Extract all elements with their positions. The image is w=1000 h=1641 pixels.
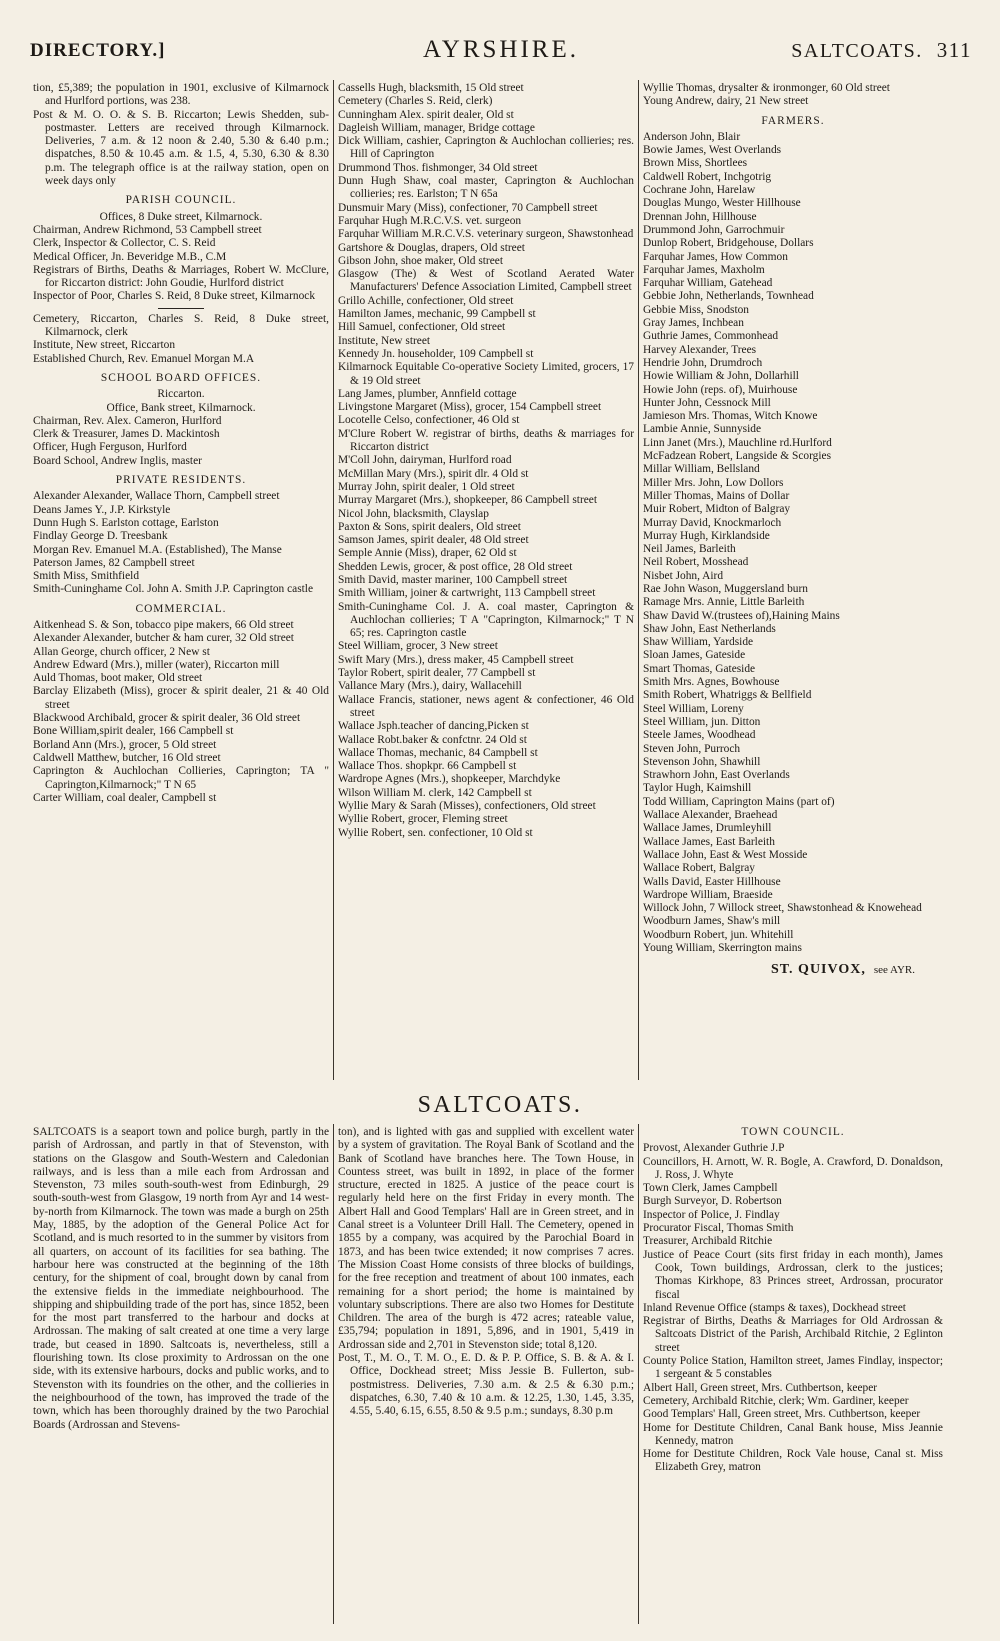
directory-entry: McFadzean Robert, Langside & Scorgies: [643, 450, 832, 463]
directory-entry: Established Church, Rev. Emanuel Morgan M.A: [33, 352, 255, 365]
directory-entry: Inspector of Police, J. Findlay: [643, 1208, 780, 1221]
directory-entry: Chairman, Andrew Richmond, 53 Campbell street: [33, 223, 262, 236]
directory-entry: Wardrope William, Braeside: [643, 888, 773, 901]
directory-entry: Town Clerk, James Campbell: [643, 1182, 778, 1195]
school-board-sub1: Riccarton.: [157, 388, 205, 401]
directory-entry: Taylor Hugh, Kaimshill: [643, 782, 752, 795]
directory-entry: Shaw David W.(trustees of),Haining Mains: [643, 609, 840, 622]
school-board-heading: SCHOOL BOARD OFFICES.: [100, 371, 262, 384]
directory-entry: Caldwell Matthew, butcher, 16 Old street: [33, 751, 221, 764]
saltcoats-description-cont: ton), and is lighted with gas and supplied with excellent water by a system of gravitation. The Royal Bank of Scotland and the Bank of Scotland have branches here. The Town House, in Countess street, was built in 1892, in place of the former structure, erected in 1825. A justice of the peace court is regularly held here on the first Friday in every month. The Albert Hall and Good Templars' Hall are in Green street, and in Canal street is a Volunteer Drill Hall. The Cemetery, opened in 1855 by a company, was acquired by the Parochial Board in 1873, and has been twice extended; it now comprises 7 acres. The Mission Coast Home consists of three blocks of buildings, for the free reception and treatment of about 100 inmates, each remaining for a short period; the home is maintained by voluntary subscriptions. There are also two Homes for Destitute Children. The area of the burgh is 472 acres; rateable value, £35,794; population in 1891, 5,896, and in 1901, 5,419 in Ardrossan side and 2,701 in Stevenston side; total 8,120.: [338, 1126, 634, 1351]
directory-entry: Strawhorn John, East Overlands: [643, 769, 790, 782]
directory-entry: Cemetery, Riccarton, Charles S. Reid, 8 Duke street, Kilmarnock, clerk: [33, 312, 329, 339]
town-council-list: [643, 1142, 943, 1474]
directory-entry: Livingstone Margaret (Miss), grocer, 154 Campbell street: [338, 401, 602, 414]
directory-entry: Officer, Hugh Ferguson, Hurlford: [33, 441, 187, 454]
directory-entry: Drummond John, Garrochmuir: [643, 223, 785, 236]
directory-entry: Cassells Hugh, blacksmith, 15 Old street: [338, 82, 524, 94]
directory-entry: Dagleish William, manager, Bridge cottage: [338, 121, 535, 134]
farmers-list: [643, 131, 943, 955]
intro-text: tion, £5,389; the population in 1901, exclusive of Kilmarnock and Hurlford portions, was 238.: [33, 82, 329, 108]
directory-entry: Registrars of Births, Deaths & Marriages, Robert W. McClure, for Riccarton district: John Goudie, Hurlford district: [33, 263, 329, 290]
directory-entry: Ramage Mrs. Annie, Little Barleith: [643, 596, 805, 609]
directory-entry: Gartshore & Douglas, drapers, Old street: [338, 241, 525, 254]
directory-entry: Alexander Alexander, butcher & ham curer, 32 Old street: [33, 632, 294, 645]
commercial-list-cont: [338, 82, 634, 840]
page-header: [30, 34, 972, 74]
directory-entry: Hendrie John, Drumdroch: [643, 356, 763, 369]
st-quivox-see: see AYR.: [873, 964, 915, 977]
directory-entry: Cemetery (Charles S. Reid, clerk): [338, 95, 493, 108]
parish-offices: Offices, 8 Duke street, Kilmarnock.: [99, 210, 263, 223]
saltcoats-post-office: Post, T., M. O., T. M. O., E. D. & P. P. Office, S. B. & A. & I. Office, Dockhead street; Miss Jessie B. Fullerton, sub-postmistress. Deliveries, 7.30 a.m. & 2.5 & 6.30 p.m.; dispatches, 6.30, 7.40 & 10 a.m. & 12.25, 1.30, 1.45, 3.35, 4.55, 5.40, 6.15, 6.55, 8.50 & 9.5 p.m.; sundays, 8.30 p.m: [338, 1352, 634, 1418]
directory-entry: Carter William, coal dealer, Campbell st: [33, 791, 217, 804]
directory-entry: Smith-Cuninghame Col. John A. Smith J.P. Caprington castle: [33, 583, 314, 596]
directory-entry: Procurator Fiscal, Thomas Smith: [643, 1222, 794, 1235]
directory-entry: Dunlop Robert, Bridgehouse, Dollars: [643, 237, 814, 250]
directory-entry: Young William, Skerrington mains: [643, 942, 802, 954]
directory-entry: Burgh Surveyor, D. Robertson: [643, 1195, 782, 1208]
directory-entry: Andrew Edward (Mrs.), miller (water), Riccarton mill: [33, 658, 280, 671]
directory-entry: Steel William, Loreny: [643, 702, 744, 715]
directory-entry: Drummond Thos. fishmonger, 34 Old street: [338, 161, 538, 174]
commercial-list-end: [643, 82, 943, 109]
directory-entry: Aitkenhead S. & Son, tobacco pipe makers, 66 Old street: [33, 618, 294, 631]
header-town: [791, 38, 972, 63]
directory-entry: Clerk, Inspector & Collector, C. S. Reid: [33, 237, 216, 250]
directory-entry: Glasgow (The) & West of Scotland Aerated Water Manufacturers' Defence Association Limited, Campbell street: [338, 268, 634, 294]
directory-entry: Auld Thomas, boot maker, Old street: [33, 672, 203, 685]
header-county: AYRSHIRE.: [423, 36, 579, 63]
commercial-list: [33, 619, 329, 805]
school-list: [33, 415, 329, 468]
directory-entry: Smith Robert, Whatriggs & Bellfield: [643, 689, 812, 702]
directory-entry: Caprington & Auchlochan Collieries, Caprington; TA " Caprington,Kilmarnock;" T N 65: [33, 765, 329, 791]
directory-entry: Cemetery, Archibald Ritchie, clerk; Wm. Gardiner, keeper: [643, 1394, 909, 1407]
directory-entry: Murray John, spirit dealer, 1 Old street: [338, 480, 515, 493]
directory-entry: Neil Robert, Mosshead: [643, 556, 749, 569]
post-office-text: Post & M. O. O. & S. B. Riccarton; Lewis Shedden, sub-postmaster. Letters are received through Kilmarnock. Deliveries, 7 a.m. & 12 noon & 2.40, 5.30 & 6.40 p.m.; dispatches, 8.50 & 10.45 a.m. & 1.5, 4, 5.30, 6.30 & 8.30 p.m. The telegraph office is at the railway station, open on week days only: [33, 108, 329, 188]
directory-entry: Murray Margaret (Mrs.), shopkeeper, 86 Campbell street: [338, 494, 598, 507]
directory-entry: Clerk & Treasurer, James D. Mackintosh: [33, 428, 220, 441]
directory-entry: Wilson William M. clerk, 142 Campbell st: [338, 786, 532, 799]
directory-entry: Farquhar William M.R.C.V.S. veterinary surgeon, Shawstonhead: [338, 228, 634, 241]
saltcoats-column-3: [643, 1126, 943, 1475]
column-2: [338, 82, 634, 840]
directory-entry: Paterson James, 82 Campbell street: [33, 556, 195, 569]
column-rule-1: [333, 80, 334, 1080]
directory-entry: Registrar of Births, Deaths & Marriages for Old Ardrossan & Saltcoats District of the Parish, Archibald Ritchie, 2 Eglinton street: [643, 1315, 943, 1354]
directory-entry: Home for Destitute Children, Canal Bank house, Miss Jeannie Kennedy, matron: [643, 1421, 943, 1447]
directory-entry: Douglas Mungo, Wester Hillhouse: [643, 197, 801, 210]
directory-entry: Nicol John, blacksmith, Clayslap: [338, 507, 489, 520]
directory-entry: Woodburn Robert, jun. Whitehill: [643, 928, 794, 941]
directory-entry: Hill Samuel, confectioner, Old street: [338, 321, 506, 334]
directory-entry: M'Clure Robert W. registrar of births, deaths & marriages for Riccarton district: [338, 427, 634, 454]
private-list: [33, 490, 329, 596]
directory-entry: Institute, New street, Riccarton: [33, 339, 176, 352]
directory-entry: Wallace Thomas, mechanic, 84 Campbell st: [338, 746, 538, 759]
column-3: [643, 82, 943, 978]
directory-entry: Harvey Alexander, Trees: [643, 343, 757, 356]
directory-entry: Inspector of Poor, Charles S. Reid, 8 Duke street, Kilmarnock: [33, 290, 316, 303]
directory-entry: Smith David, master mariner, 100 Campbell street: [338, 573, 568, 586]
school-board-sub2: Office, Bank street, Kilmarnock.: [106, 401, 256, 414]
directory-entry: Morgan Rev. Emanuel M.A. (Established), The Manse: [33, 543, 282, 556]
directory-entry: McMillan Mary (Mrs.), spirit dlr. 4 Old st: [338, 467, 529, 480]
directory-entry: Cunningham Alex. spirit dealer, Old st: [338, 108, 514, 121]
directory-entry: M'Coll John, dairyman, Hurlford road: [338, 454, 512, 467]
directory-entry: Samson James, spirit dealer, 48 Old street: [338, 534, 529, 547]
directory-entry: Wyllie Robert, sen. confectioner, 10 Old st: [338, 826, 533, 839]
directory-entry: Home for Destitute Children, Rock Vale house, Canal st. Miss Elizabeth Grey, matron: [643, 1448, 943, 1474]
directory-entry: Locotelle Celso, confectioner, 46 Old st: [338, 414, 520, 427]
directory-entry: Smith William, joiner & cartwright, 113 Campbell street: [338, 587, 596, 600]
directory-entry: Taylor Robert, spirit dealer, 77 Campbell st: [338, 667, 536, 680]
directory-entry: Smart Thomas, Gateside: [643, 662, 756, 675]
directory-entry: Farquhar William, Gatehead: [643, 277, 773, 290]
directory-entry: Drennan John, Hillhouse: [643, 210, 757, 223]
directory-entry: Miller Thomas, Mains of Dollar: [643, 489, 790, 502]
section-divider: [158, 308, 204, 309]
st-quivox-reference: [643, 963, 943, 977]
directory-entry: Wallace James, Drumleyhill: [643, 822, 772, 835]
directory-entry: Chairman, Rev. Alex. Cameron, Hurlford: [33, 414, 222, 427]
directory-entry: Walls David, Easter Hillhouse: [643, 875, 781, 888]
directory-entry: Smith Mrs. Agnes, Bowhouse: [643, 676, 780, 689]
directory-entry: Rae John Wason, Muggersland burn: [643, 582, 808, 595]
directory-entry: Willock John, 7 Willock street, Shawstonhead & Knowehead: [643, 902, 922, 915]
directory-entry: Good Templars' Hall, Green street, Mrs. Cuthbertson, keeper: [643, 1408, 921, 1421]
directory-entry: Linn Janet (Mrs.), Mauchline rd.Hurlford: [643, 436, 832, 449]
directory-entry: Shaw John, East Netherlands: [643, 622, 776, 635]
column-rule-2: [638, 80, 639, 1080]
directory-entry: Murray Hugh, Kirklandside: [643, 529, 770, 542]
directory-entry: Howie William & John, Dollarhill: [643, 370, 799, 383]
private-residents-heading: PRIVATE RESIDENTS.: [115, 474, 247, 487]
directory-entry: Gebbie John, Netherlands, Townhead: [643, 290, 814, 303]
directory-entry: County Police Station, Hamilton street, James Findlay, inspector; 1 sergeant & 5 constables: [643, 1355, 943, 1381]
directory-entry: Smith-Cuninghame Col. J. A. coal master, Caprington & Auchlochan collieries; T A "Caprington, Kilmarnock;" T N 65; res. Caprington castle: [338, 600, 634, 640]
directory-entry: Wardrope Agnes (Mrs.), shopkeeper, Marchdyke: [338, 773, 561, 786]
saltcoats-title: SALTCOATS.: [417, 1092, 583, 1118]
header-directory: DIRECTORY.]: [30, 40, 166, 61]
directory-entry: Wyllie Mary & Sarah (Misses), confectioners, Old street: [338, 800, 596, 813]
directory-entry: Wallace Alexander, Braehead: [643, 809, 778, 822]
directory-entry: Hunter John, Cessnock Mill: [643, 396, 771, 409]
directory-entry: Farquhar Hugh M.R.C.V.S. vet. surgeon: [338, 214, 522, 227]
directory-entry: Alexander Alexander, Wallace Thorn, Campbell street: [33, 490, 280, 503]
misc-list: [33, 313, 329, 366]
column-rule-4: [638, 1124, 639, 1624]
directory-entry: Lang James, plumber, Annfield cottage: [338, 387, 517, 400]
directory-entry: Inland Revenue Office (stamps & taxes), Dockhead street: [643, 1301, 906, 1314]
directory-entry: Blackwood Archibald, grocer & spirit dealer, 36 Old street: [33, 712, 301, 725]
directory-entry: Farquhar James, How Common: [643, 250, 788, 263]
directory-entry: Paxton & Sons, spirit dealers, Old street: [338, 520, 521, 533]
parish-list: [33, 224, 329, 304]
directory-entry: Wyllie Thomas, drysalter & ironmonger, 60 Old street: [643, 82, 890, 94]
directory-entry: Wallace Thos. shopkpr. 66 Campbell st: [338, 760, 517, 773]
directory-entry: Borland Ann (Mrs.), grocer, 5 Old street: [33, 738, 217, 751]
directory-entry: Brown Miss, Shortlees: [643, 157, 748, 170]
directory-entry: Guthrie James, Commonhead: [643, 330, 779, 343]
directory-entry: Wallace John, East & West Mosside: [643, 848, 808, 861]
directory-entry: Smith Miss, Smithfield: [33, 570, 140, 583]
directory-entry: Kilmarnock Equitable Co-operative Society Limited, grocers, 17 & 19 Old street: [338, 361, 634, 387]
directory-entry: Steel William, jun. Ditton: [643, 715, 761, 728]
directory-entry: Gebbie Miss, Snodston: [643, 303, 750, 316]
column-1: [33, 82, 329, 805]
directory-entry: Howie John (reps. of), Muirhouse: [643, 383, 798, 396]
directory-entry: Provost, Alexander Guthrie J.P: [643, 1142, 785, 1155]
directory-entry: Swift Mary (Mrs.), dress maker, 45 Campbell street: [338, 653, 574, 666]
directory-entry: Deans James Y., J.P. Kirkstyle: [33, 503, 171, 516]
directory-entry: Shedden Lewis, grocer, & post office, 28 Old street: [338, 560, 573, 573]
directory-entry: Treasurer, Archibald Ritchie: [643, 1235, 773, 1248]
directory-entry: Vallance Mary (Mrs.), dairy, Wallacehill: [338, 680, 522, 693]
directory-entry: Steele James, Woodhead: [643, 729, 756, 742]
directory-entry: Muir Robert, Midton of Balgray: [643, 503, 791, 516]
directory-entry: Gray James, Inchbean: [643, 317, 744, 330]
directory-entry: Dick William, cashier, Caprington & Auchlochan collieries; res. Hill of Caprington: [338, 135, 634, 161]
directory-entry: Murray David, Knockmarloch: [643, 516, 782, 529]
commercial-heading: COMMERCIAL.: [135, 602, 227, 615]
directory-entry: Bowie James, West Overlands: [643, 144, 782, 157]
directory-entry: Young Andrew, dairy, 21 New street: [643, 95, 809, 108]
directory-entry: Grillo Achille, confectioner, Old street: [338, 294, 514, 307]
directory-entry: Barclay Elizabeth (Miss), grocer & spirit dealer, 21 & 40 Old street: [33, 685, 329, 711]
directory-entry: Dunn Hugh Shaw, coal master, Caprington & Auchlochan collieries; res. Earlston; T N 65a: [338, 175, 634, 201]
column-rule-3: [333, 1124, 334, 1624]
directory-entry: Stevenson John, Shawhill: [643, 755, 761, 768]
header-town-name: SALTCOATS.: [791, 40, 923, 62]
directory-entry: Miller Mrs. John, Low Dollors: [643, 476, 784, 489]
directory-entry: Caldwell Robert, Inchgotrig: [643, 170, 772, 183]
directory-entry: Councillors, H. Arnott, W. R. Bogle, A. Crawford, D. Donaldson, J. Ross, J. Whyte: [643, 1155, 943, 1181]
page-number: 311: [936, 38, 972, 62]
directory-entry: Shaw William, Yardside: [643, 636, 754, 649]
directory-entry: Farquhar James, Maxholm: [643, 263, 765, 276]
directory-entry: Dunn Hugh S. Earlston cottage, Earlston: [33, 516, 219, 529]
directory-entry: Albert Hall, Green street, Mrs. Cuthbertson, keeper: [643, 1381, 878, 1394]
directory-entry: Neil James, Barleith: [643, 543, 736, 556]
directory-entry: Millar William, Bellsland: [643, 463, 760, 476]
directory-entry: Woodburn James, Shaw's mill: [643, 915, 781, 928]
directory-entry: Steel William, grocer, 3 New street: [338, 640, 498, 653]
directory-entry: Findlay George D. Treesbank: [33, 530, 168, 543]
directory-entry: Sloan James, Gateside: [643, 649, 746, 662]
directory-entry: Wallace Robert, Balgray: [643, 862, 755, 875]
saltcoats-column-1: [33, 1126, 329, 1432]
directory-entry: Wyllie Robert, grocer, Fleming street: [338, 813, 508, 826]
directory-entry: Nisbet John, Aird: [643, 569, 724, 582]
directory-entry: Semple Annie (Miss), draper, 62 Old st: [338, 547, 517, 560]
directory-entry: Cochrane John, Harelaw: [643, 184, 756, 197]
directory-entry: Kennedy Jn. householder, 109 Campbell st: [338, 347, 534, 360]
directory-entry: Wallace James, East Barleith: [643, 835, 775, 848]
directory-entry: Wallace Francis, stationer, news agent & confectioner, 46 Old street: [338, 693, 634, 719]
saltcoats-description: SALTCOATS is a seaport town and police burgh, partly in the parish of Ardrossan, and partly in that of Stevenston, with stations on the Glasgow and South-Western and Caledonian railways, and is less than a mile each from Ardrossan and Stevenston, 73 miles south-south-west from Edinburgh, 29 south-south-west from Glasgow, 19 north from Ayr and 14 west-by-north from Kilmarnock. The town was made a burgh on 25th May, 1885, by the adoption of the General Police Act for Scotland, and is much resorted to in the summer by visitors from all quarters, on account of its facilities for sea bathing. The harbour here was constructed at the beginning of the 18th century, for the shipment of coal, brought down by canal from the extensive fields in the immediate neighbourhood. The shipping and shipbuilding trade of the port has, since 1852, been for the most part transferred to the harbour and docks at Ardrossan. The making of salt created at one time a very large trade, but ceased in 1890. Saltcoats is, nevertheless, still a flourishing town. Its close proximity to Ardrossan on the one side, with its extensive harbours, docks and public works, and to Stevenston with its foundries on the other, and the collieries in the neighbourhood of the town, has improved the trade of the town, which has been thoroughly drained by the two Parochial Boards (Ardrossan and Stevens-: [33, 1126, 329, 1431]
farmers-heading: FARMERS.: [761, 114, 825, 127]
directory-entry: Institute, New street: [338, 334, 431, 347]
directory-entry: Hamilton James, mechanic, 99 Campbell st: [338, 308, 536, 321]
directory-entry: Justice of Peace Court (sits first friday in each month), James Cook, Town buildings, Ardrossan, clerk to the justices; Thomas Kirkhope, 83 Princes street, Ardrossan, procurator fiscal: [643, 1248, 943, 1301]
directory-entry: Allan George, church officer, 2 New st: [33, 645, 210, 658]
directory-entry: Anderson John, Blair: [643, 130, 741, 143]
st-quivox-title: ST. QUIVOX,: [770, 962, 866, 978]
directory-entry: Todd William, Caprington Mains (part of): [643, 795, 835, 808]
directory-entry: Jamieson Mrs. Thomas, Witch Knowe: [643, 410, 818, 423]
directory-entry: Gibson John, shoe maker, Old street: [338, 254, 503, 267]
directory-entry: Board School, Andrew Inglis, master: [33, 454, 202, 467]
directory-entry: Lambie Annie, Sunnyside: [643, 423, 762, 436]
directory-entry: Wallace Jsph.teacher of dancing,Picken st: [338, 720, 529, 733]
directory-entry: Bone William,spirit dealer, 166 Campbell st: [33, 725, 234, 738]
town-council-heading: TOWN COUNCIL.: [741, 1126, 845, 1138]
directory-entry: Wallace Robt.baker & confctnr. 24 Old st: [338, 733, 527, 746]
saltcoats-column-2: [338, 1126, 634, 1419]
directory-entry: Medical Officer, Jn. Beveridge M.B., C.M: [33, 250, 227, 263]
directory-entry: Dunsmuir Mary (Miss), confectioner, 70 Campbell street: [338, 201, 598, 214]
directory-entry: Steven John, Purroch: [643, 742, 741, 755]
parish-council-heading: PARISH COUNCIL.: [125, 194, 237, 207]
